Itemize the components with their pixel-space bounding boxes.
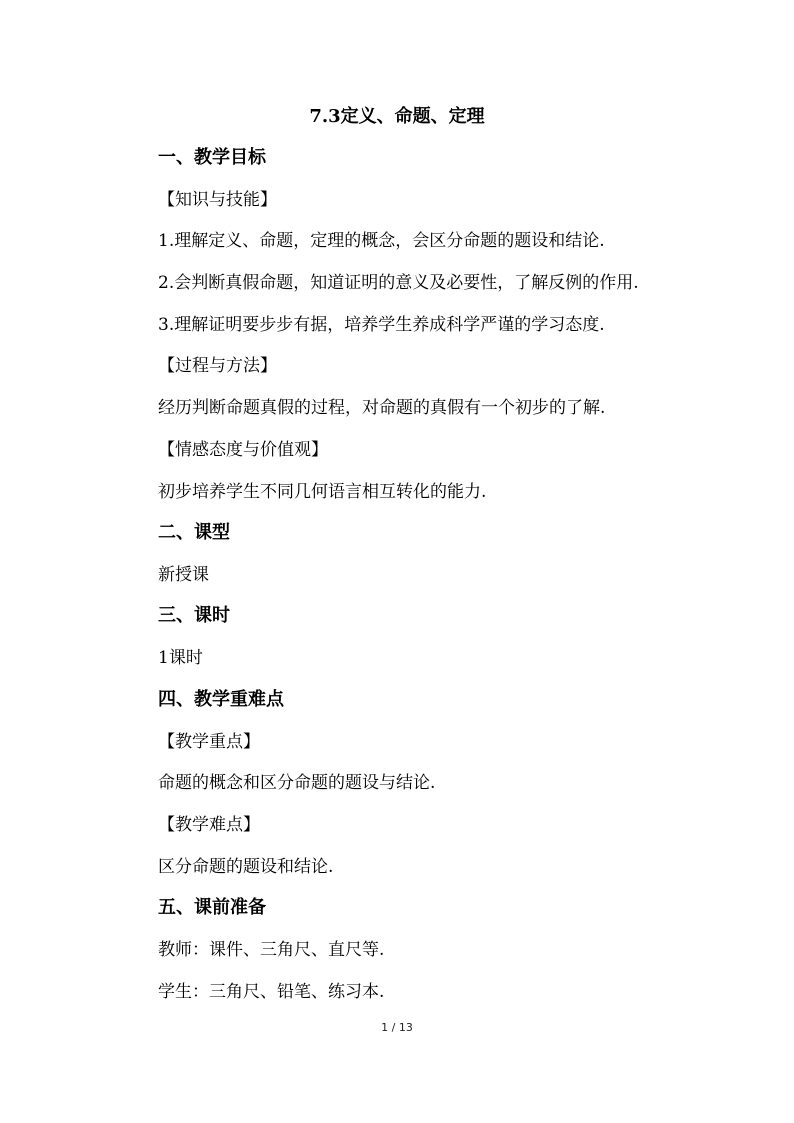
paragraph-key-point: 命题的概念和区分命题的题设与结论. <box>158 773 436 793</box>
paragraph-process: 经历判断命题真假的过程，对命题的真假有一个初步的了解. <box>158 398 606 418</box>
document-title: 7.3定义、命题、定理 <box>309 106 485 127</box>
paragraph-objective-1: 1.理解定义、命题，定理的概念，会区分命题的题设和结论. <box>158 231 605 251</box>
section-heading-lesson-type: 二、课型 <box>158 522 230 543</box>
page-number: 1 / 13 <box>381 1021 413 1034</box>
paragraph-teacher-preparation: 教师：课件、三角尺、直尺等. <box>158 940 385 960</box>
subheading-process-methods: 【过程与方法】 <box>158 356 277 376</box>
paragraph-lesson-type: 新授课 <box>158 565 209 585</box>
subheading-knowledge-skills: 【知识与技能】 <box>158 190 277 210</box>
section-heading-teaching-objectives: 一、教学目标 <box>158 147 266 168</box>
paragraph-objective-3: 3.理解证明要步步有据，培养学生养成科学严谨的学习态度. <box>158 315 605 335</box>
section-heading-class-hours: 三、课时 <box>158 605 230 626</box>
paragraph-objective-2: 2.会判断真假命题，知道证明的意义及必要性，了解反例的作用. <box>158 273 639 293</box>
paragraph-difficult-point: 区分命题的题设和结论. <box>158 857 334 877</box>
paragraph-emotional: 初步培养学生不同几何语言相互转化的能力. <box>158 482 487 502</box>
section-heading-key-difficult-points: 四、教学重难点 <box>158 689 284 710</box>
subheading-difficult-point: 【教学难点】 <box>158 815 260 835</box>
section-heading-preparation: 五、课前准备 <box>158 897 266 918</box>
subheading-key-point: 【教学重点】 <box>158 732 260 752</box>
subheading-emotional-attitudes: 【情感态度与价值观】 <box>158 440 328 460</box>
paragraph-student-preparation: 学生：三角尺、铅笔、练习本. <box>158 982 385 1002</box>
paragraph-class-hours: 1课时 <box>158 648 203 668</box>
